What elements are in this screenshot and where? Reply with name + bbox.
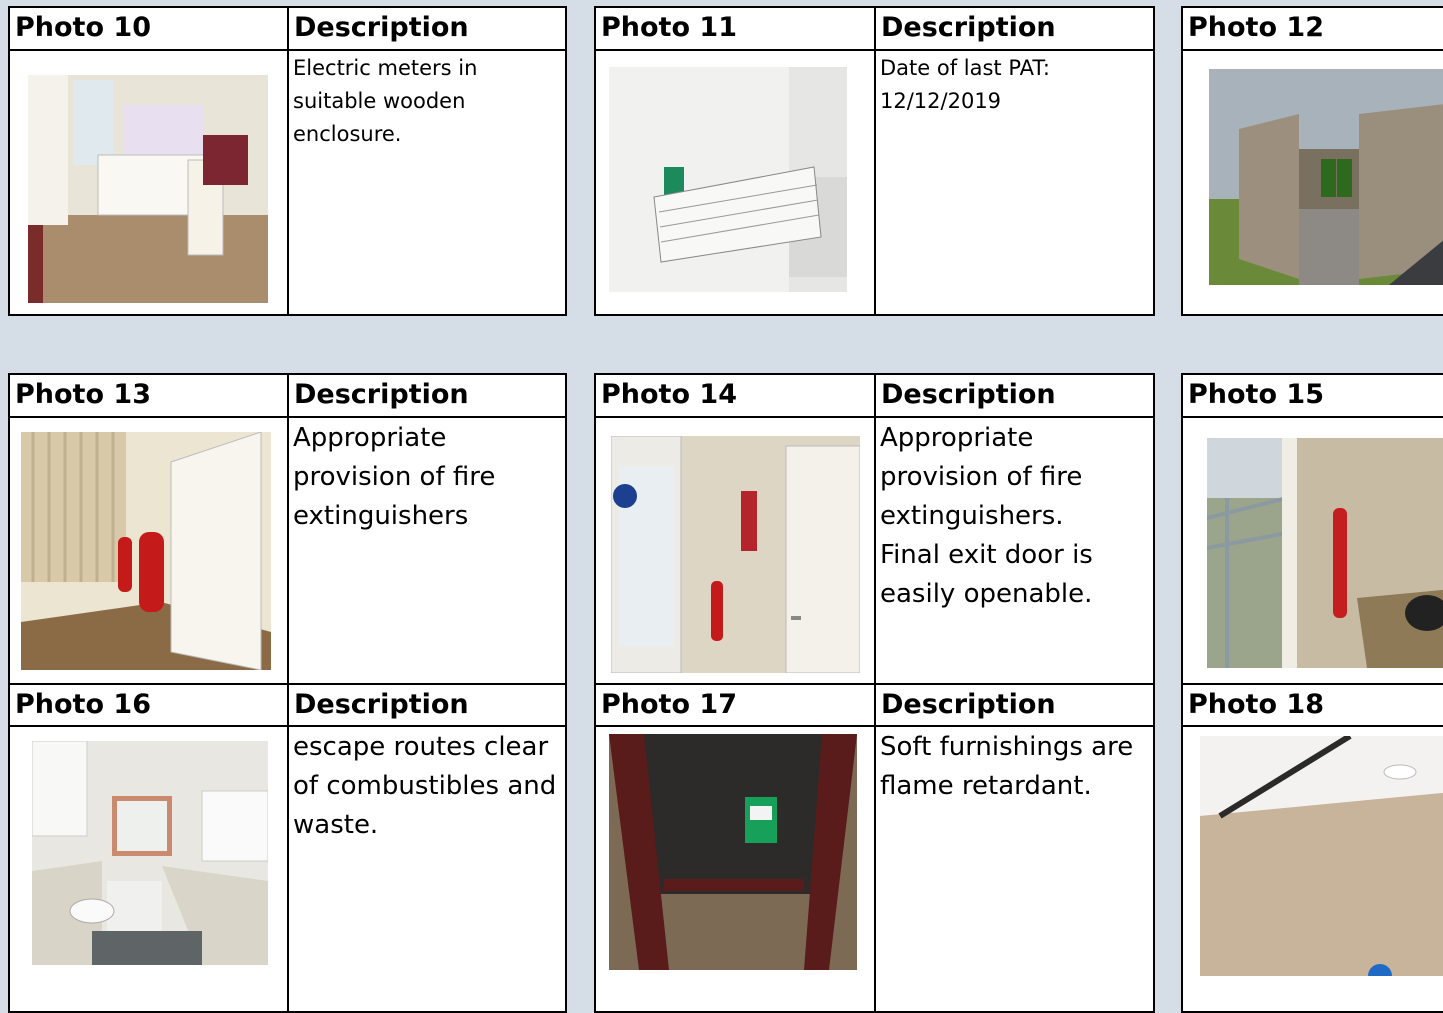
photo-fire-extinguishers bbox=[21, 432, 271, 670]
description-header: Description bbox=[881, 379, 1056, 410]
header-divider bbox=[1183, 725, 1443, 727]
header-divider bbox=[10, 725, 565, 727]
photo-card-11 bbox=[594, 6, 1155, 316]
photo-description: Soft furnishings are flame retardant. bbox=[880, 732, 1134, 801]
header-divider bbox=[596, 725, 1153, 727]
photo-number: Photo 13 bbox=[15, 379, 151, 410]
header-divider bbox=[10, 416, 565, 418]
photo-bin-store bbox=[1209, 69, 1443, 285]
photo-number: Photo 14 bbox=[601, 379, 737, 410]
photo-card-13-16 bbox=[8, 373, 567, 1013]
description-header: Description bbox=[881, 12, 1056, 43]
description-header: Description bbox=[294, 12, 469, 43]
photo-final-exit-door bbox=[611, 436, 860, 673]
header-divider bbox=[596, 416, 1153, 418]
description-header: Description bbox=[294, 689, 469, 720]
photo-number: Photo 17 bbox=[601, 689, 737, 720]
photo-description: escape routes clear of combustibles and waste. bbox=[293, 732, 557, 840]
photo-number: Photo 18 bbox=[1188, 689, 1324, 720]
photo-number: Photo 11 bbox=[601, 12, 737, 43]
photo-description: Date of last PAT: 12/12/2019 bbox=[880, 56, 1050, 113]
photo-number: Photo 10 bbox=[15, 12, 151, 43]
photo-description: Electric meters in suitable wooden enclosure. bbox=[293, 56, 478, 146]
header-divider bbox=[1183, 416, 1443, 418]
description-header: Description bbox=[881, 689, 1056, 720]
photo-chair-underside bbox=[609, 734, 857, 970]
photo-number: Photo 12 bbox=[1188, 12, 1324, 43]
photo-pat-label bbox=[609, 67, 847, 292]
photo-card-15-18 bbox=[1181, 373, 1443, 1013]
photo-description: Appropriate provision of fire extinguishers. Final exit door is easily openable. bbox=[880, 423, 1093, 609]
photo-kitchen bbox=[32, 741, 268, 965]
photo-card-12 bbox=[1181, 6, 1443, 316]
photo-electric-meter-cupboard bbox=[28, 75, 268, 303]
photo-description: Appropriate provision of fire extinguishers bbox=[293, 423, 496, 531]
description-header: Description bbox=[294, 379, 469, 410]
photo-number: Photo 16 bbox=[15, 689, 151, 720]
header-divider bbox=[1183, 49, 1443, 51]
header-divider bbox=[596, 49, 1153, 51]
photo-card-10 bbox=[8, 6, 567, 316]
photo-number: Photo 15 bbox=[1188, 379, 1324, 410]
photo-external-store bbox=[1207, 438, 1443, 668]
photo-card-14-17 bbox=[594, 373, 1155, 1013]
header-divider bbox=[10, 49, 565, 51]
photo-smoke-detector bbox=[1200, 736, 1443, 976]
